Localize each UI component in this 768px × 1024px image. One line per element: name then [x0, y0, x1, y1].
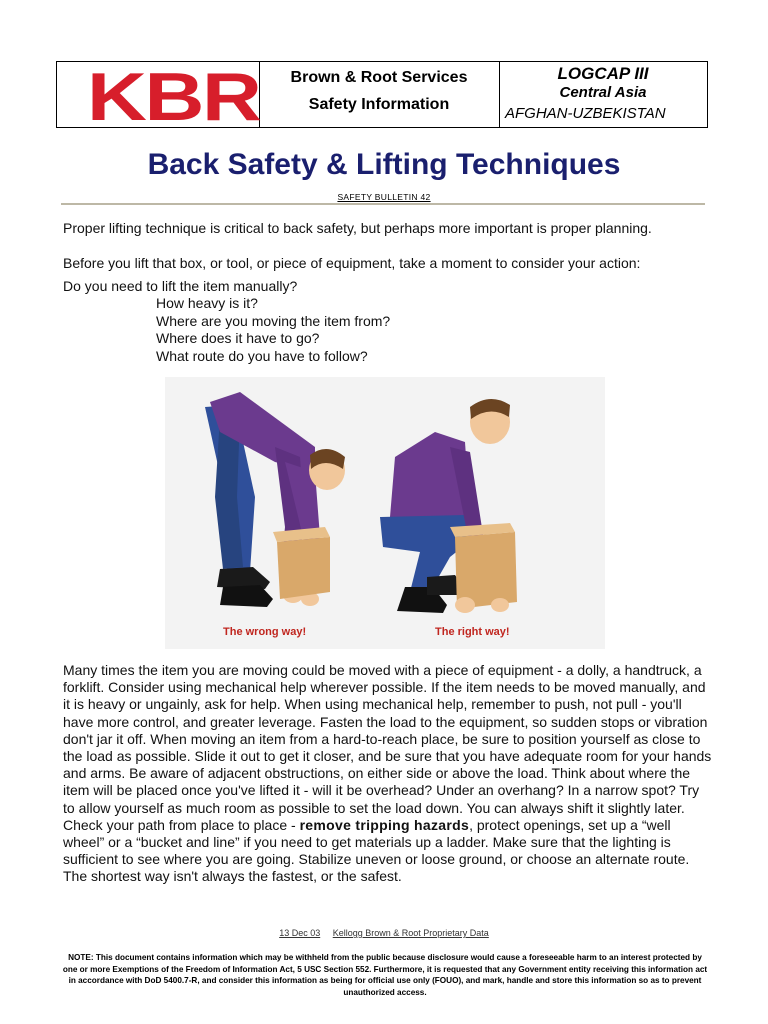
header-table	[56, 59, 708, 135]
intro-paragraph-1: Proper lifting technique is critical to back safety, but perhaps more important is proper planning.	[63, 220, 652, 236]
question-item: Where does it have to go?	[156, 330, 320, 346]
wrong-way-caption: The wrong way!	[223, 626, 307, 638]
page-title: Back Safety & Lifting Techniques	[147, 148, 621, 181]
location-name: AFGHAN-UZBEKISTAN	[505, 105, 666, 122]
company-name: Brown & Root Services	[290, 69, 468, 86]
lifting-illustration	[165, 377, 605, 649]
region-name: Central Asia	[559, 84, 647, 101]
right-way-caption: The right way!	[435, 626, 510, 638]
question-item: Where are you moving the item from?	[156, 313, 391, 329]
department-name: Safety Information	[308, 96, 450, 113]
right-way-figure	[380, 399, 517, 613]
kbr-logo: KBR	[87, 59, 260, 135]
footer-proprietary: Kellogg Brown & Root Proprietary Data	[332, 928, 489, 938]
logo-cell	[57, 59, 260, 135]
wrong-way-figure	[205, 392, 345, 607]
footer-date: 13 Dec 03	[279, 928, 321, 938]
question-item: What route do you have to follow?	[156, 348, 368, 364]
bulletin-number: SAFETY BULLETIN 42	[337, 192, 431, 202]
program-cell	[499, 62, 707, 127]
legal-note: NOTE: This document contains information which may be withheld from the public because disclosure would cause a foreseeable harm to an interest protected by one or more Exemptions of the Freedom of Information Act, 5 USC Section 552. Furthermore, it is requested that any Government entity receiving this information act in accordance with DoD 5400.7-R, and consider this information as being for official use only (FOUO), and mark, handle and store this information so as to prevent unauthorized access.	[62, 953, 708, 997]
question-item: How heavy is it?	[156, 295, 258, 311]
company-cell	[259, 62, 500, 127]
lifting-figures	[165, 377, 605, 649]
divider	[61, 203, 705, 205]
body-text-1: Many times the item you are moving could be moved with a piece of equipment - a dolly, a handtruck, a forklift. Consider using mechanical help wherever possible. If the item needs to be moved manually, and it is heavy or ungainly, ask for help. When using mechanical help, remember to push, not pull - you'll have more control, and greater leverage. Fasten the load to the equipment, so sudden stops or vibration don't jar it off. When moving an item from a hard-to-reach place, be sure to position yourself as close to the load as possible. Slide it out to get it closer, and be sure that you have adequate room for your hands and arms. Be aware of adjacent obstructions, on either side or above the load. Think about where the item will be placed once you've lifted it - will it be overhead? Under an overhang? In a narrow spot? Try to allow yourself as much room as possible to set the load down. You can always shift it slightly later. Check your path from place to place -	[63, 662, 712, 833]
question-lead: Do you need to lift the item manually?	[63, 278, 298, 294]
intro-paragraph-2: Before you lift that box, or tool, or piece of equipment, take a moment to consider your action:	[63, 255, 641, 271]
program-name: LOGCAP III	[557, 64, 649, 83]
footer-line	[0, 928, 768, 938]
body-paragraph	[63, 662, 713, 886]
body-text-2: , protect openings, set up a “well wheel” or a “bucket and line” if you need to get materials up a ladder. Make sure that the lighting is sufficient to see where you are going. Stabilize uneven or loose ground, or choose an alternate route. The shortest way isn't always the fastest, or the safest.	[63, 816, 690, 885]
body-emphasis: remove tripping hazards	[299, 816, 470, 833]
